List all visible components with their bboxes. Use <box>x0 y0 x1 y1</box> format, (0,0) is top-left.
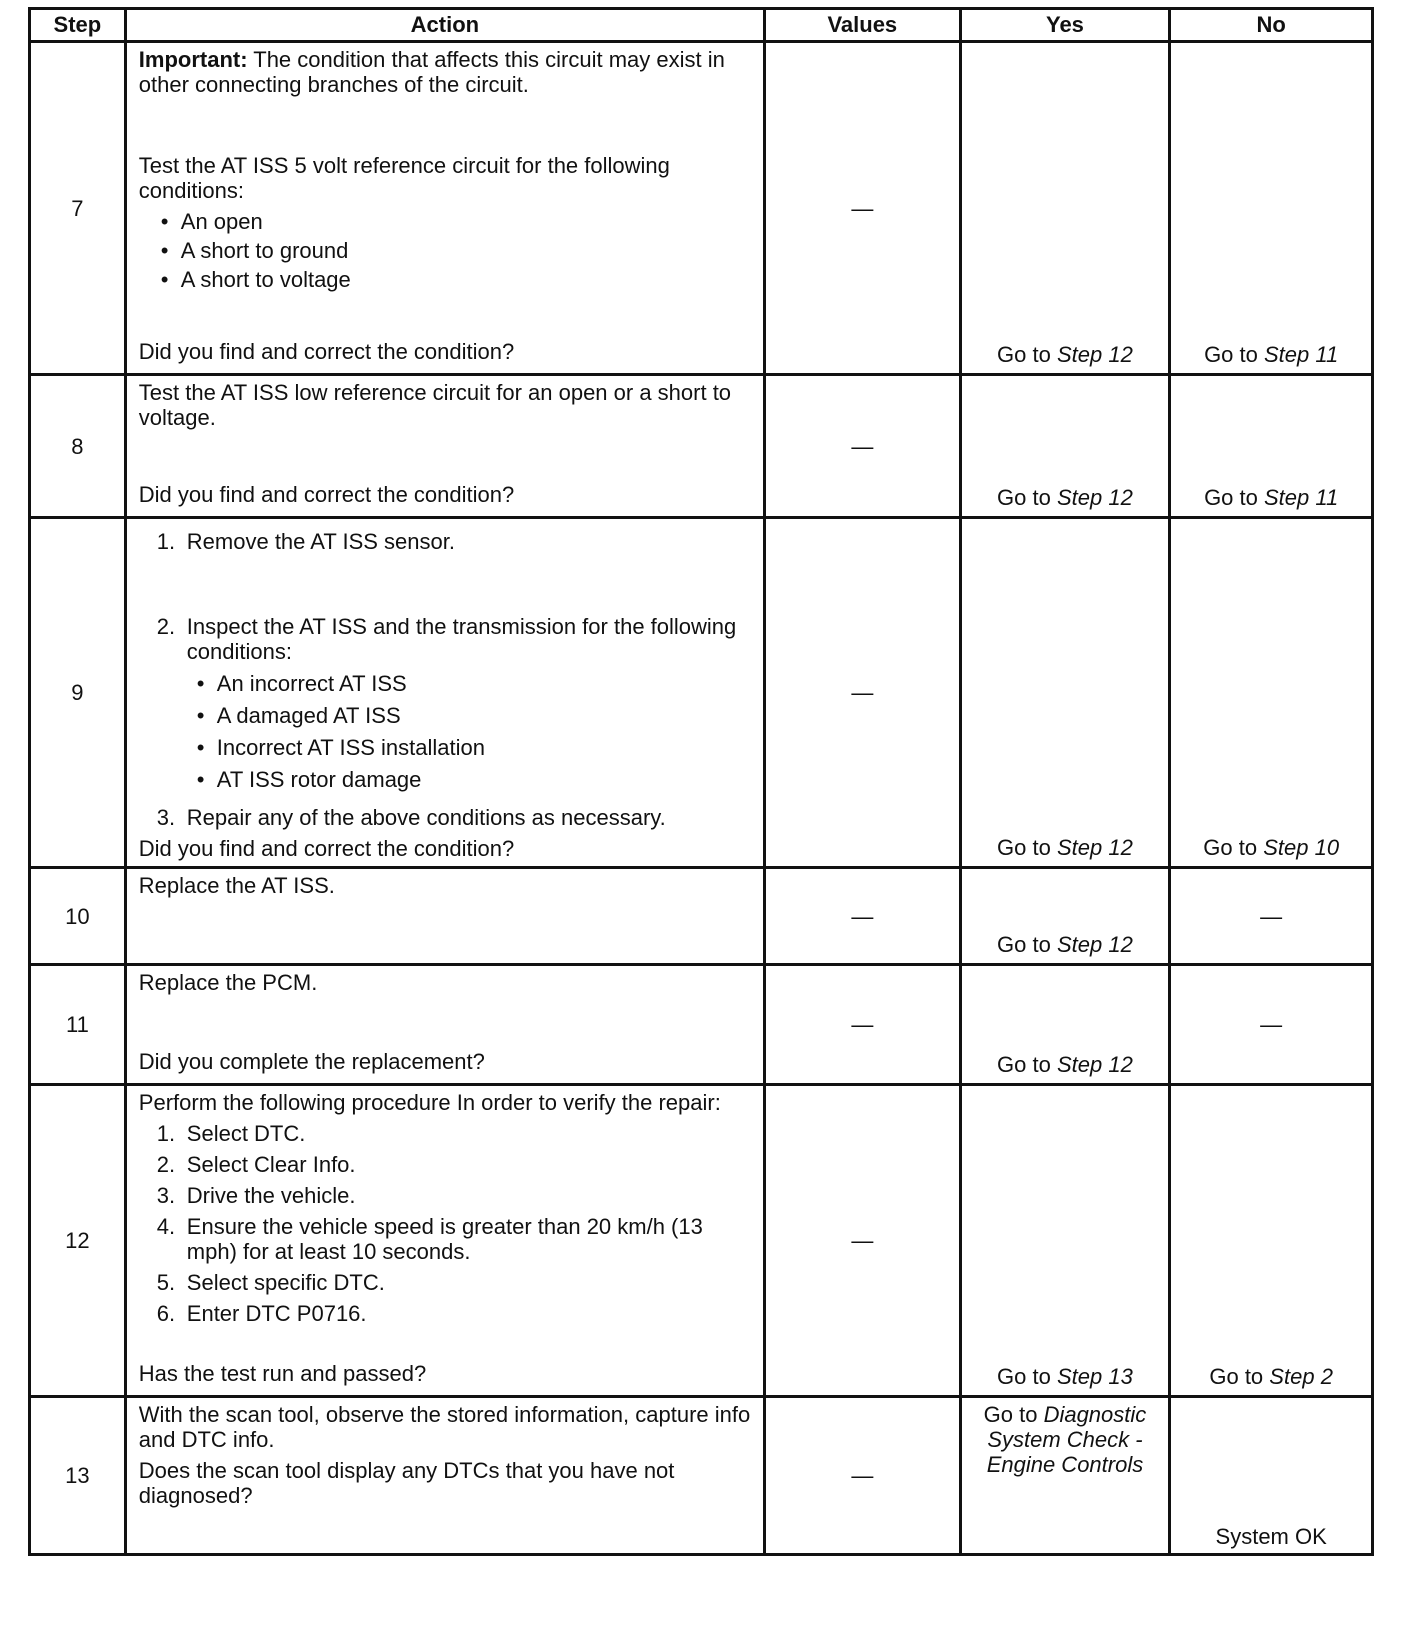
dash: — <box>851 903 874 929</box>
list-item: • A short to voltage <box>161 267 753 292</box>
yes-cell <box>960 1085 1170 1397</box>
step-word: Step <box>1263 835 1309 860</box>
action-question: Did you complete the replacement? <box>138 1049 485 1074</box>
yes-target-step: 13 <box>1108 1364 1133 1389</box>
action-cell <box>125 42 764 375</box>
dash: — <box>851 1012 874 1037</box>
list-item: 4. Ensure the vehicle speed is greater than 20 km/h (13 mph) for at least 10 seconds. <box>157 1214 753 1264</box>
yes-cell <box>960 868 1170 965</box>
no-target-step: 11 <box>1315 342 1339 367</box>
diagnostic-table-page <box>28 7 1374 1556</box>
no-cell <box>1170 375 1373 518</box>
list-item-text: Select specific DTC. <box>186 1270 385 1295</box>
procedure-list <box>139 523 753 836</box>
diagnostic-steps-table <box>28 7 1374 1556</box>
dash: — <box>1260 1012 1283 1037</box>
step-word: Step <box>1056 342 1103 367</box>
no-cell <box>1170 1085 1373 1397</box>
action-cell <box>125 965 764 1085</box>
go-to-text: Go to <box>1209 1364 1264 1389</box>
go-to-text: Go to <box>1203 835 1258 860</box>
list-item-text: Select Clear Info. <box>186 1152 356 1177</box>
step-number: 13 <box>30 1397 126 1555</box>
step-word: Step <box>1264 485 1310 510</box>
list-item: 2. Inspect the AT ISS and the transmission for the following conditions: • An incorrect AT ISS • A damaged AT ISS • Incorrect AT ISS installation • AT ISS rotor damage <box>157 614 753 799</box>
action-cell <box>125 375 764 518</box>
no-target-step: 2 <box>1320 1364 1333 1389</box>
values-cell <box>765 868 961 965</box>
dash: — <box>851 1463 874 1488</box>
action-question: Has the test run and passed? <box>138 1361 427 1386</box>
important-note <box>139 47 753 97</box>
go-to-text: Go to <box>997 835 1051 860</box>
no-cell <box>1170 868 1373 965</box>
condition-list <box>139 205 753 296</box>
values-cell <box>765 518 961 868</box>
list-item-text: Repair any of the above conditions as necessary. <box>186 805 666 830</box>
no-target-step: 10 <box>1314 835 1340 860</box>
list-item: • A short to ground <box>161 238 753 263</box>
go-to-text: Go to <box>997 485 1051 510</box>
action-intro: Test the AT ISS 5 volt reference circuit for the following conditions: <box>138 153 670 203</box>
step-word: Step <box>1264 342 1310 367</box>
values-cell <box>765 375 961 518</box>
header-step: Step <box>30 9 126 42</box>
dash: — <box>1260 903 1283 929</box>
list-item: 3. Drive the vehicle. <box>157 1183 753 1208</box>
step-word: Step <box>1056 485 1103 510</box>
list-item-text: Ensure the vehicle speed is greater than 20 km/h (13 mph) for at least 10 seconds. <box>186 1214 703 1264</box>
yes-target-step: 12 <box>1108 342 1133 367</box>
table-row-step-11 <box>30 965 1373 1085</box>
table-row-step-9 <box>30 518 1373 868</box>
no-cell <box>1170 1397 1373 1555</box>
go-to-text: Go to <box>997 932 1051 957</box>
go-to-text: Go to <box>997 1052 1051 1077</box>
action-cell <box>125 518 764 868</box>
action-question: Did you find and correct the condition? <box>138 339 515 364</box>
go-to-text: Go to <box>1204 485 1258 510</box>
action-question: Does the scan tool display any DTCs that you have not diagnosed? <box>138 1458 675 1508</box>
no-cell <box>1170 42 1373 375</box>
list-item: • Incorrect AT ISS installation <box>197 735 753 760</box>
values-cell <box>765 1085 961 1397</box>
table-row-step-12 <box>30 1085 1373 1397</box>
header-no: No <box>1170 9 1373 42</box>
list-item: 5. Select specific DTC. <box>157 1270 753 1295</box>
yes-cell <box>960 375 1170 518</box>
yes-target-step: 12 <box>1108 1052 1133 1077</box>
list-item: 6. Enter DTC P0716. <box>157 1301 753 1326</box>
table-row-step-10 <box>30 868 1373 965</box>
go-to-text: Go to <box>983 1402 1038 1427</box>
sub-condition-list <box>187 671 753 792</box>
step-word: Step <box>1056 1052 1103 1077</box>
yes-target-step: 12 <box>1108 835 1133 860</box>
yes-cell <box>960 965 1170 1085</box>
action-cell <box>125 1085 764 1397</box>
table-row-step-8 <box>30 375 1373 518</box>
action-text: With the scan tool, observe the stored information, capture info and DTC info. <box>138 1402 751 1452</box>
header-yes: Yes <box>960 9 1170 42</box>
no-cell <box>1170 965 1373 1085</box>
important-text: The condition that affects this circuit may exist in other connecting branches of the circuit. <box>138 47 725 97</box>
action-text: Replace the AT ISS. <box>138 873 335 898</box>
values-cell <box>765 965 961 1085</box>
list-item: 1. Select DTC. <box>157 1121 753 1146</box>
step-number: 10 <box>30 868 126 965</box>
go-to-text: Go to <box>997 342 1051 367</box>
table-row-step-7 <box>30 42 1373 375</box>
step-number: 7 <box>30 42 126 375</box>
action-question: Did you find and correct the condition? <box>138 836 515 861</box>
step-number: 12 <box>30 1085 126 1397</box>
action-cell <box>125 1397 764 1555</box>
step-word: Step <box>1269 1364 1315 1389</box>
list-item-text: Inspect the AT ISS and the transmission for the following conditions: <box>186 614 737 664</box>
action-text: Replace the PCM. <box>138 970 318 995</box>
dash: — <box>851 433 874 459</box>
no-target-step: 11 <box>1315 485 1339 510</box>
list-item-text: Enter DTC P0716. <box>186 1301 367 1326</box>
values-cell <box>765 1397 961 1555</box>
dash: — <box>851 680 874 705</box>
list-item: 2. Select Clear Info. <box>157 1152 753 1177</box>
yes-cell <box>960 42 1170 375</box>
step-word: Step <box>1056 932 1103 957</box>
diagnostic-check-reference: Diagnostic System Check - Engine Controls <box>986 1402 1147 1477</box>
go-to-text: Go to <box>1204 342 1258 367</box>
no-cell <box>1170 518 1373 868</box>
step-number: 9 <box>30 518 126 868</box>
action-text: Test the AT ISS low reference circuit for an open or a short to voltage. <box>138 380 732 430</box>
yes-cell <box>960 518 1170 868</box>
dash: — <box>851 1228 874 1253</box>
important-label: Important: <box>138 47 248 72</box>
list-item: • A damaged AT ISS <box>197 703 753 728</box>
yes-cell <box>960 1397 1170 1555</box>
system-ok-text: System OK <box>1215 1524 1327 1549</box>
list-item: • An open <box>161 209 753 234</box>
yes-target-step: 12 <box>1108 485 1133 510</box>
values-cell <box>765 42 961 375</box>
step-number: 8 <box>30 375 126 518</box>
list-item: 3. Repair any of the above conditions as necessary. <box>157 805 753 830</box>
list-item: 1. Remove the AT ISS sensor. <box>157 529 753 554</box>
action-intro: Perform the following procedure In order to verify the repair: <box>138 1090 721 1115</box>
yes-target-step: 12 <box>1108 932 1133 957</box>
step-number: 11 <box>30 965 126 1085</box>
step-word: Step <box>1056 1364 1103 1389</box>
step-word: Step <box>1056 835 1103 860</box>
list-item-text: Remove the AT ISS sensor. <box>186 529 455 554</box>
list-item-text: Select DTC. <box>186 1121 306 1146</box>
action-cell <box>125 868 764 965</box>
list-item-text: Drive the vehicle. <box>186 1183 356 1208</box>
list-item: • An incorrect AT ISS <box>197 671 753 696</box>
header-action: Action <box>125 9 764 42</box>
header-values: Values <box>765 9 961 42</box>
dash: — <box>851 195 874 221</box>
table-header-row <box>30 9 1373 42</box>
list-item: • AT ISS rotor damage <box>197 767 753 792</box>
action-question: Did you find and correct the condition? <box>138 482 515 507</box>
go-to-text: Go to <box>997 1364 1051 1389</box>
procedure-list <box>139 1115 753 1332</box>
table-row-step-13 <box>30 1397 1373 1555</box>
